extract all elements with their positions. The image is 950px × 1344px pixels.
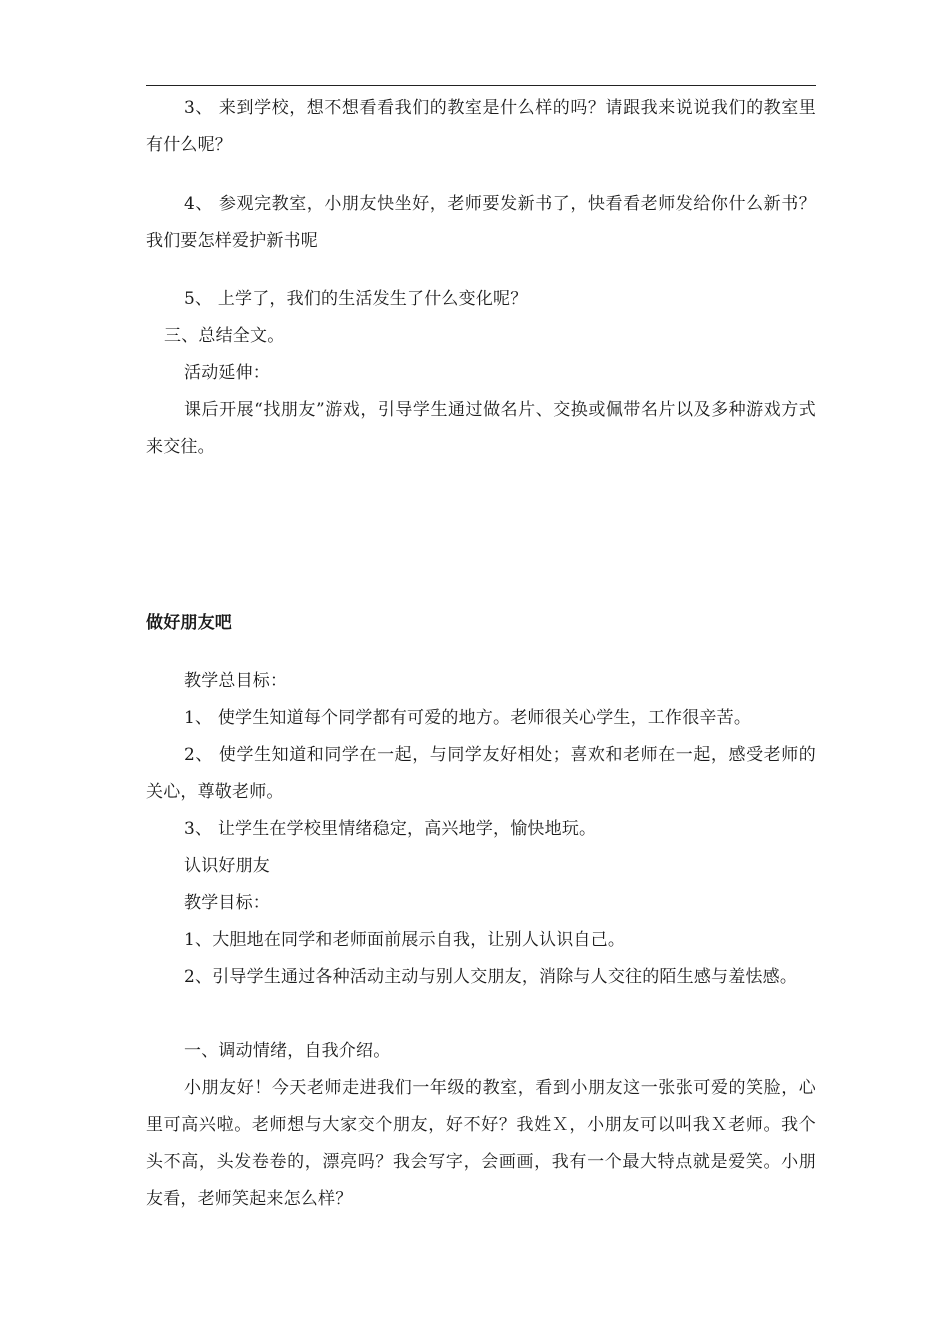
goal-item-3: 3、 让学生在学校里情绪稳定，高兴地学，愉快地玩。 <box>184 819 597 839</box>
extension-text: 课后开展“找朋友”游戏，引导学生通过做名片、交换或佩带名片以及多种游戏方式来交往。 <box>146 400 816 457</box>
paragraph-item-4: 4、 参观完教室，小朋友快坐好，老师要发新书了，快看看老师发给你什么新书？我们要怎样爱护新书呢 <box>146 194 816 251</box>
section-title: 做好朋友吧 <box>146 613 232 633</box>
extension-label: 活动延伸： <box>184 363 270 383</box>
step-heading: 一、调动情绪，自我介绍。 <box>184 1041 391 1061</box>
goal-item-2: 2、 使学生知道和同学在一起，与同学友好相处；喜欢和老师在一起，感受老师的关心，尊敬老师。 <box>146 745 816 802</box>
goal-item-1: 1、 使学生知道每个同学都有可爱的地方。老师很关心学生，工作很辛苦。 <box>184 708 752 728</box>
objective-item-1: 1、大胆地在同学和老师面前展示自我，让别人认识自己。 <box>184 930 626 950</box>
paragraph-item-5: 5、 上学了，我们的生活发生了什么变化呢？ <box>184 289 528 309</box>
intro-paragraph: 小朋友好！今天老师走进我们一年级的教室，看到小朋友这一张张可爱的笑脸，心里可高兴啦。老师想与大家交个朋友，好不好？我姓Ｘ，小朋友可以叫我Ｘ老师。我个头不高，头发卷卷的，漂亮吗？我会写字，会画画，我有一个最大特点就是爱笑。小朋友看，老师笑起来怎么样？ <box>146 1078 816 1209</box>
subsection-title: 认识好朋友 <box>184 856 270 876</box>
summary-heading: 三、总结全文。 <box>164 326 285 346</box>
paragraph-item-3: 3、 来到学校，想不想看看我们的教室是什么样的吗？请跟我来说说我们的教室里有什么呢？ <box>146 98 816 155</box>
objective-item-2: 2、引导学生通过各种活动主动与别人交朋友，消除与人交往的陌生感与羞怯感。 <box>184 967 798 987</box>
header-rule <box>146 85 816 86</box>
objective-label: 教学目标： <box>184 893 270 913</box>
goal-label: 教学总目标： <box>184 671 288 691</box>
